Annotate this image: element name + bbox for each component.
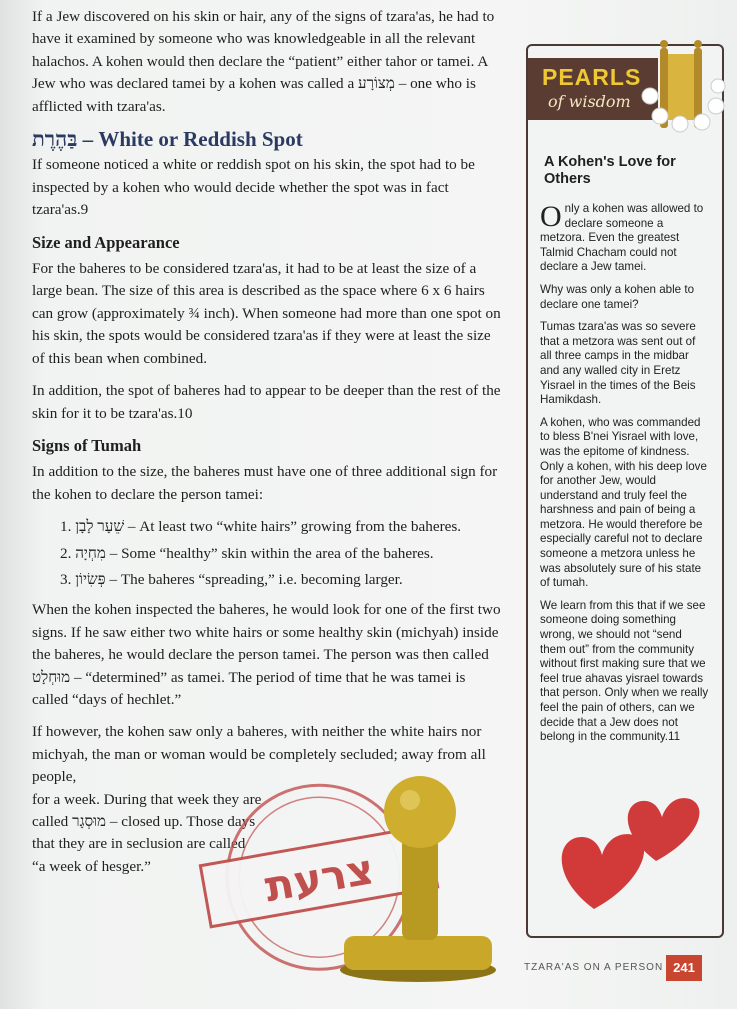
list-item: 1. שֵׁעָר לָבָן – At least two “white hairs” growing from the baheres. bbox=[60, 518, 462, 536]
subheading-size: Size and Appearance bbox=[32, 232, 180, 252]
sidebar-para-5: We learn from this that if we see someone doing something wrong, we should not “send them out” from the community without first making sure that we feel true ahavas yisrael towards that person. Only when we really feel the pain of others, can we decide that a Jew does not belong in the community.11 bbox=[540, 598, 709, 744]
signs-intro: In addition to the size, the baheres must have one of three additional sign for the kohen to declare the person tamei: bbox=[32, 463, 498, 503]
banner-subtitle: of wisdom bbox=[548, 92, 631, 111]
chapter-footer: TZARA'AS ON A PERSON bbox=[524, 962, 664, 973]
intro-paragraph: If a Jew discovered on his skin or hair, any of the signs of tzara'as, he had to have it examined by someone who was knowledgeable in all the relevant halachos. A kohen would then declare the “patient” either tahor or tamei. A Jew who was declared tamei by a kohen was called a מְצוֹרָע – one who is afflicted with tzara'as. bbox=[32, 8, 495, 115]
section-heading: בַּהֶרֶת – White or Reddish Spot bbox=[32, 127, 303, 152]
torah-scroll-icon bbox=[636, 36, 726, 136]
sidebar-heading: A Kohen's Love for Others bbox=[544, 154, 676, 187]
sidebar-para-4: A kohen, who was commanded to bless B'nei Yisrael with love, was the epitome of kindness. Only a kohen, with his deep love for another Jew, would understand and truly feel the harshness and pain of being a metzora. He would therefore be especially careful not to declare someone a metzora unless he was absolutely sure of his state of tumah. bbox=[540, 415, 707, 590]
seclusion-paragraph-a: If however, the kohen saw only a baheres, with neither the white hairs nor michyah, the man or woman would be completely secluded; away from all people, bbox=[32, 723, 486, 786]
page-number: 241 bbox=[666, 955, 702, 981]
subheading-signs: Signs of Tumah bbox=[32, 435, 142, 455]
sidebar-para-2: Why was only a kohen able to declare one tamei? bbox=[540, 282, 695, 311]
main-column bbox=[32, 6, 502, 888]
size-paragraph: For the baheres to be considered tzara'as, it had to be at least the size of a large bean. The size of this area is described as the space where 6 x 6 hairs can grow (approximately ¾ inch). When someone had more than one spot on his skin, the spots would be considered tzara'as if they were at least the size of this bean when combined. bbox=[32, 260, 501, 367]
stamp-illustration bbox=[196, 768, 516, 983]
signs-list bbox=[60, 516, 502, 591]
inspection-paragraph: When the kohen inspected the baheres, he would look for one of the first two signs. If he saw either two white hairs or some healthy skin (michyah) inside the baheres, he would declare the person tamei. The person was then called מוּחְלָט – “determined” as tamei. The period of time that he was tamei is called “days of hechlet.” bbox=[32, 601, 501, 708]
sidebar-text bbox=[540, 202, 710, 753]
list-item: 3. פְּשִׂיוֹן – The baheres “spreading,” i.e. becoming larger. bbox=[60, 570, 403, 588]
section-paragraph: If someone noticed a white or reddish spot on his skin, the spot had to be inspected by a kohen who would decide whether the spot was in fact tzara'as.9 bbox=[32, 156, 475, 219]
pearls-sidebar bbox=[526, 44, 724, 938]
hearts-icon bbox=[546, 791, 706, 911]
list-item: 2. מִחְיָה – Some “healthy” skin within the area of the baheres. bbox=[60, 544, 434, 562]
seclusion-paragraph-b: for a week. During that week they are called מוּסְגָר – closed up. Those days that they are in seclusion are called “a week of hesger.” bbox=[32, 790, 262, 875]
banner-title: PEARLS bbox=[542, 64, 642, 90]
drop-cap: O bbox=[540, 200, 562, 233]
depth-paragraph: In addition, the spot of baheres had to appear to be deeper than the rest of the skin for it to be tzara'as.10 bbox=[32, 382, 501, 422]
stamp-text: צרעת bbox=[261, 844, 378, 912]
sidebar-para-1: Only a kohen was allowed to declare someone a metzora. Even the greatest Talmid Chacham could not declare a Jew tamei. bbox=[540, 200, 704, 274]
sidebar-para-3: Tumas tzara'as was so severe that a metzora was sent out of all three camps in the midbar and any walled city in Eretz Yisrael in the times of the Beis Hamikdash. bbox=[540, 320, 696, 407]
